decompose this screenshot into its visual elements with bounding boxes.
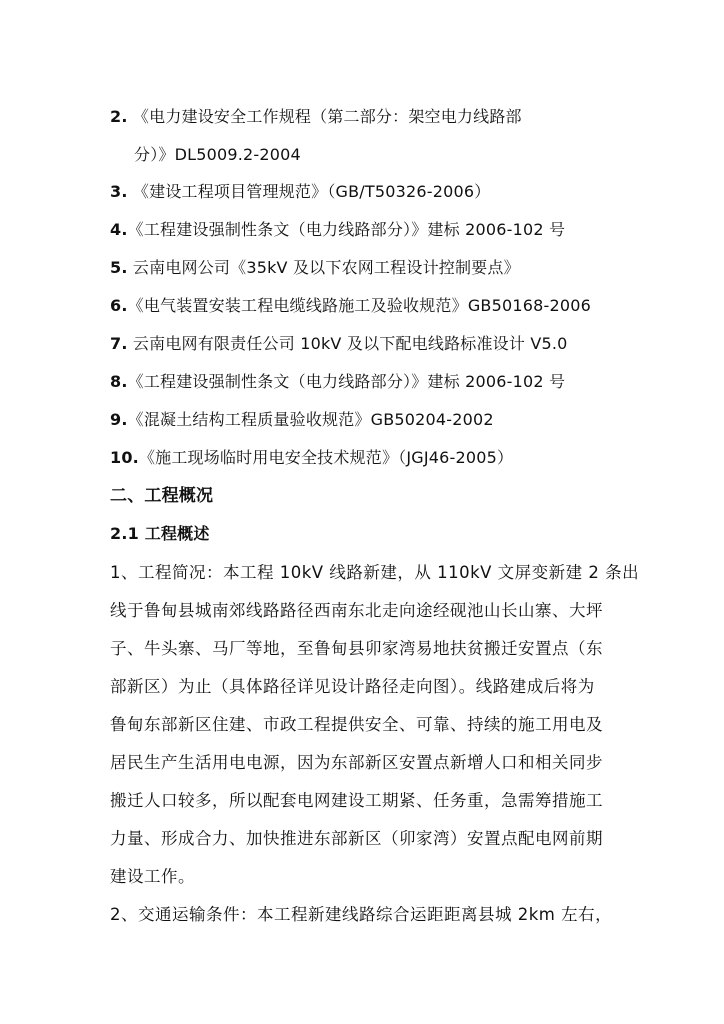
paragraph-line: 建设工作。 (110, 867, 195, 886)
reference-item (110, 219, 565, 241)
reference-text: 《混凝土结构工程质量验收规范》GB50204-2002 (127, 410, 494, 429)
reference-number: 8. (110, 372, 128, 391)
reference-number: 9. (110, 410, 128, 429)
reference-item (110, 106, 522, 128)
reference-number: 4. (110, 220, 128, 239)
reference-number: 2. (110, 107, 128, 126)
reference-item (110, 333, 568, 355)
reference-text: 《电气装置安装工程电缆线路施工及验收规范》GB50168-2006 (127, 296, 591, 315)
paragraph-line: 鲁甸东部新区住建、市政工程提供安全、可靠、持续的施工用电及 (110, 715, 603, 734)
reference-continuation: 分）》DL5009.2-2004 (134, 145, 301, 164)
reference-number: 5. (110, 258, 128, 277)
subsection-heading: 2.1 工程概述 (110, 524, 210, 543)
paragraph-line: 部新区）为止（具体路径详见设计路径走向图）。线路建成后将为 (110, 677, 595, 696)
reference-item (110, 181, 490, 203)
reference-item (110, 257, 520, 279)
reference-text: 《工程建设强制性条文（电力线路部分）》建标 2006-102 号 (127, 372, 566, 391)
reference-text: 云南电网有限责任公司 10kV 及以下配电线路标准设计 V5.0 (132, 334, 568, 353)
paragraph-line: 线于鲁甸县城南郊线路路径西南东北走向途经砚池山长山寨、大坪 (110, 601, 603, 620)
reference-number: 10. (110, 448, 139, 467)
paragraph-line: 1、工程简况：本工程 10kV 线路新建，从 110kV 文屏变新建 2 条出 (110, 563, 640, 582)
reference-item (110, 295, 591, 317)
reference-item (110, 371, 565, 393)
reference-text: 《施工现场临时用电安全技术规范》（JGJ46-2005） (138, 448, 514, 467)
reference-number: 3. (110, 182, 128, 201)
reference-text: 《建设工程项目管理规范》（GB/T50326-2006） (132, 182, 491, 201)
reference-number: 6. (110, 296, 128, 315)
paragraph-line: 2、交通运输条件：本工程新建线路综合运距距离县城 2km 左右， (110, 905, 613, 924)
reference-number: 7. (110, 334, 128, 353)
section-heading: 二、工程概况 (110, 486, 214, 506)
paragraph-line: 搬迁人口较多，所以配套电网建设工期紧、任务重，急需筹措施工 (110, 791, 603, 810)
paragraph-line: 居民生产生活用电电源，因为东部新区安置点新增人口和相关同步 (110, 753, 603, 772)
reference-item (110, 409, 494, 431)
reference-text: 云南电网公司《35kV 及以下农网工程设计控制要点》 (132, 258, 520, 277)
paragraph-line: 子、牛头寨、马厂等地，至鲁甸县卯家湾易地扶贫搬迁安置点（东 (110, 639, 603, 658)
reference-item (110, 447, 513, 469)
reference-text: 《工程建设强制性条文（电力线路部分）》建标 2006-102 号 (127, 220, 566, 239)
reference-text: 《电力建设安全工作规程（第二部分：架空电力线路部 (132, 107, 522, 126)
paragraph-line: 力量、形成合力、加快推进东部新区（卯家湾）安置点配电网前期 (110, 829, 603, 848)
